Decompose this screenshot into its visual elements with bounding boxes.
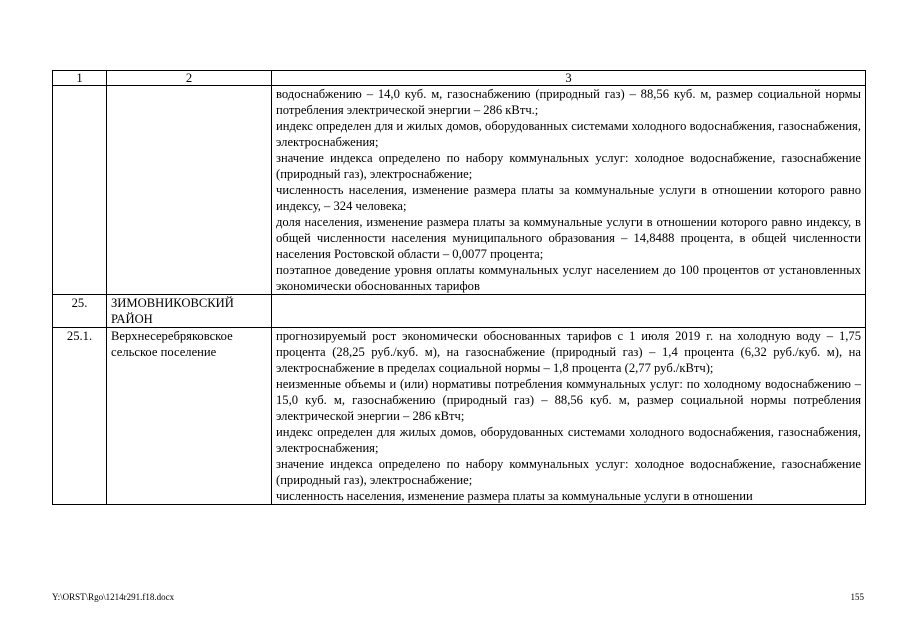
row-description-cell (272, 295, 866, 328)
paragraph: водоснабжению – 14,0 куб. м, газоснабжению (природный газ) – 88,56 куб. м, размер социальной нормы потребления электрической энергии – 286 кВтч.; (276, 87, 861, 117)
paragraph: индекс определен для жилых домов, оборудованных системами холодного водоснабжения, газоснабжения, электроснабжения; (276, 425, 861, 455)
paragraph: значение индекса определено по набору коммунальных услуг: холодное водоснабжение, газоснабжение (природный газ), электроснабжение; (276, 457, 861, 487)
table-header-row (53, 71, 866, 86)
header-col-1: 1 (53, 71, 107, 86)
file-path: Y:\ORST\Rgo\1214r291.f18.docx (52, 592, 175, 602)
paragraph: поэтапное доведение уровня оплаты коммунальных услуг населением до 100 процентов от установленных экономически обоснованных тарифов (276, 263, 861, 293)
tariff-table (52, 70, 866, 505)
row-number-cell: 25.1. (53, 328, 107, 505)
page-number: 155 (850, 592, 864, 602)
row-description-cell (272, 328, 866, 505)
paragraph: прогнозируемый рост экономически обоснованных тарифов с 1 июля 2019 г. на холодную воду – 1,75 процента (28,25 руб./куб. м), на газоснабжение (природный газ) – 1,4 процента (6,32 руб./куб. м), на электроснабжение в пределах социальной нормы – 1,8 процента (2,77 руб./кВтч); (276, 329, 861, 375)
table-row (53, 295, 866, 328)
table-row (53, 86, 866, 295)
paragraph: численность населения, изменение размера платы за коммунальные услуги в отношении которого равно индексу, – 324 человека; (276, 183, 861, 213)
paragraph: доля населения, изменение размера платы за коммунальные услуги в отношении которого равно индексу, в общей численности населения муниципального образования – 14,8488 процента, в общей численности населения Ростовской области – 0,0077 процента; (276, 215, 861, 261)
row-number-cell: 25. (53, 295, 107, 328)
row-name-cell (107, 86, 272, 295)
paragraph: индекс определен для и жилых домов, оборудованных системами холодного водоснабжения, газоснабжения, электроснабжения; (276, 119, 861, 149)
paragraph: неизменные объемы и (или) нормативы потребления коммунальных услуг: по холодному водоснабжению – 15,0 куб. м, газоснабжению (природный газ) – 88,56 куб. м, размер социальной нормы потребления электрической энергии – 286 кВтч; (276, 377, 861, 423)
paragraph: численность населения, изменение размера платы за коммунальные услуги в отношении (276, 489, 753, 503)
paragraph: значение индекса определено по набору коммунальных услуг: холодное водоснабжение, газоснабжение (природный газ), электроснабжение; (276, 151, 861, 181)
header-col-3: 3 (272, 71, 866, 86)
header-col-2: 2 (107, 71, 272, 86)
table-row (53, 328, 866, 505)
settlement-name-cell: Верхнесеребряковское сельское поселение (107, 328, 272, 505)
row-number-cell (53, 86, 107, 295)
row-description-cell (272, 86, 866, 295)
district-name-cell: ЗИМОВНИКОВСКИЙ РАЙОН (107, 295, 272, 328)
